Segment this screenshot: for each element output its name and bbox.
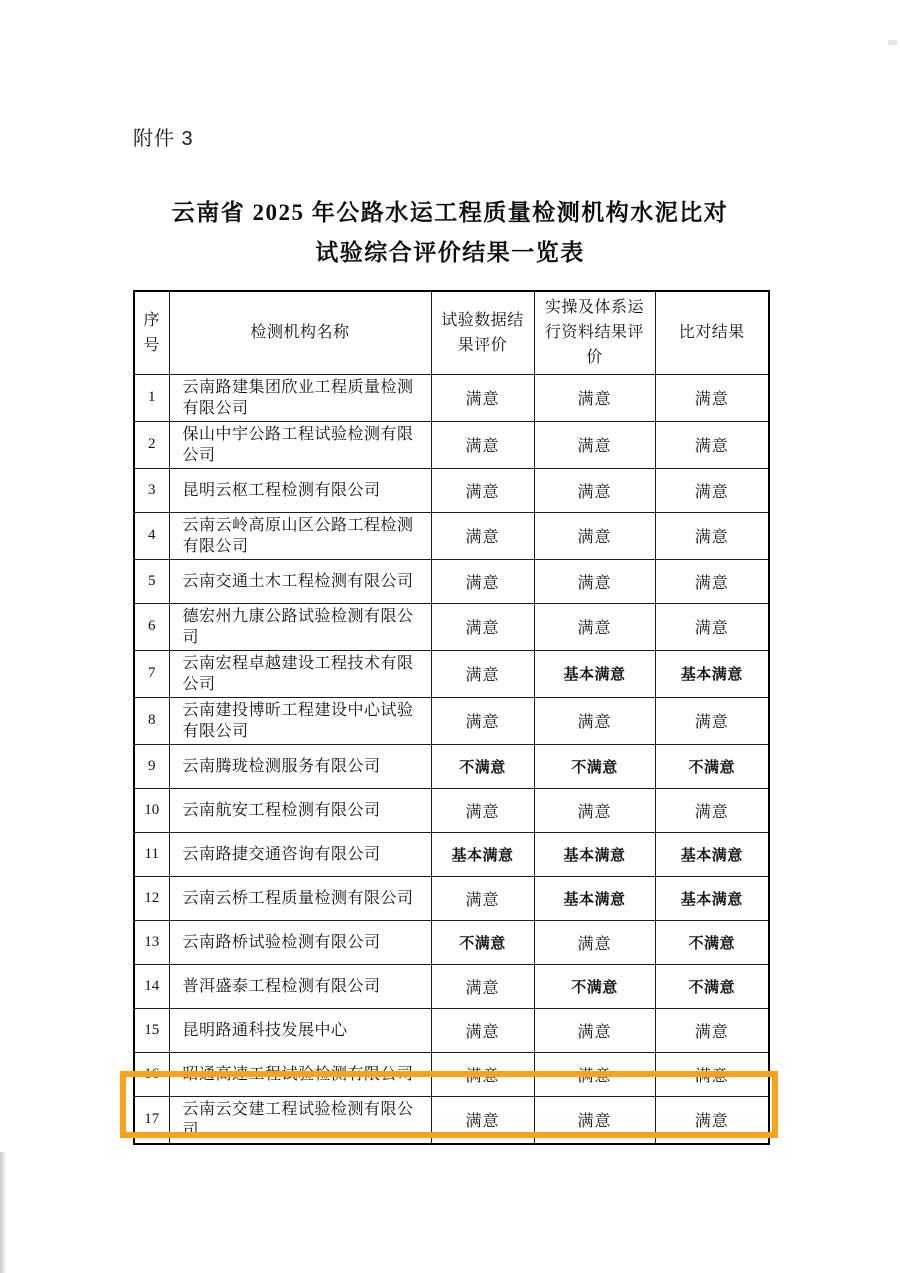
row-number-cell: 5: [134, 559, 169, 603]
operation-system-result-cell: 满意: [534, 559, 655, 603]
test-data-result-cell: 满意: [431, 788, 534, 832]
test-data-result-cell: 满意: [431, 603, 534, 650]
comparison-result-cell: 基本满意: [655, 876, 769, 920]
table-row: [134, 920, 769, 964]
comparison-result-cell: 满意: [655, 603, 769, 650]
row-number-cell: 1: [134, 374, 169, 421]
institution-name-cell: 昆明云枢工程检测有限公司: [169, 468, 431, 512]
table-row: [134, 832, 769, 876]
document-title-line1: 云南省 2025 年公路水运工程质量检测机构水泥比对: [171, 200, 729, 225]
comparison-result-cell: 基本满意: [655, 650, 769, 697]
comparison-result-cell: 满意: [655, 1008, 769, 1052]
institution-name-cell: 云南路建集团欣业工程质量检测有限公司: [169, 374, 431, 421]
institution-name-cell: 云南云岭高原山区公路工程检测有限公司: [169, 512, 431, 559]
row-number-cell: 10: [134, 788, 169, 832]
table-row: [134, 744, 769, 788]
row-number-cell: 6: [134, 603, 169, 650]
test-data-result-cell: 满意: [431, 1008, 534, 1052]
institution-name-cell: 云南云桥工程质量检测有限公司: [169, 876, 431, 920]
table-row: [134, 876, 769, 920]
row-number-cell: 15: [134, 1008, 169, 1052]
attachment-label: 附件 3: [133, 128, 194, 150]
row-number-cell: 16: [134, 1052, 169, 1096]
operation-system-result-cell: 满意: [534, 603, 655, 650]
table-row: [134, 1052, 769, 1096]
operation-system-result-cell: 满意: [534, 421, 655, 468]
test-data-result-cell: 满意: [431, 1096, 534, 1144]
operation-system-result-cell: 基本满意: [534, 876, 655, 920]
test-data-result-cell: 满意: [431, 697, 534, 744]
comparison-result-cell: 满意: [655, 697, 769, 744]
comparison-result-cell: 满意: [655, 374, 769, 421]
header-institution-name: 检测机构名称: [169, 291, 431, 374]
institution-name-cell: 云南路桥试验检测有限公司: [169, 920, 431, 964]
institution-name-cell: 云南路捷交通咨询有限公司: [169, 832, 431, 876]
comparison-result-cell: 满意: [655, 559, 769, 603]
header-operation-system-result: 实操及体系运行资料结果评价: [534, 291, 655, 374]
scan-artifact-left-edge: [0, 1152, 6, 1273]
operation-system-result-cell: 满意: [534, 468, 655, 512]
comparison-result-cell: 满意: [655, 421, 769, 468]
table-row: [134, 697, 769, 744]
row-number-cell: 11: [134, 832, 169, 876]
table-row: [134, 468, 769, 512]
header-comparison-result: 比对结果: [655, 291, 769, 374]
header-test-data-result: 试验数据结果评价: [431, 291, 534, 374]
institution-name-cell: 普洱盛泰工程检测有限公司: [169, 964, 431, 1008]
institution-name-cell: 云南交通土木工程检测有限公司: [169, 559, 431, 603]
operation-system-result-cell: 满意: [534, 1096, 655, 1144]
test-data-result-cell: 基本满意: [431, 832, 534, 876]
institution-name-cell: 云南建投博昕工程建设中心试验有限公司: [169, 697, 431, 744]
institution-name-cell: 云南宏程卓越建设工程技术有限公司: [169, 650, 431, 697]
operation-system-result-cell: 满意: [534, 512, 655, 559]
scan-artifact-mark: [888, 40, 897, 45]
table-row: [134, 788, 769, 832]
table-row: [134, 1008, 769, 1052]
test-data-result-cell: 满意: [431, 468, 534, 512]
institution-name-cell: 昆明路通科技发展中心: [169, 1008, 431, 1052]
comparison-result-cell: 不满意: [655, 964, 769, 1008]
test-data-result-cell: 满意: [431, 1052, 534, 1096]
institution-name-cell: 保山中宇公路工程试验检测有限公司: [169, 421, 431, 468]
test-data-result-cell: 不满意: [431, 744, 534, 788]
table-row: [134, 512, 769, 559]
operation-system-result-cell: 满意: [534, 920, 655, 964]
operation-system-result-cell: 满意: [534, 1052, 655, 1096]
row-number-cell: 9: [134, 744, 169, 788]
comparison-result-cell: 满意: [655, 512, 769, 559]
header-seq-number: 序号: [134, 291, 169, 374]
institution-name-cell: 昭通高速工程试验检测有限公司: [169, 1052, 431, 1096]
row-number-cell: 13: [134, 920, 169, 964]
operation-system-result-cell: 不满意: [534, 964, 655, 1008]
operation-system-result-cell: 满意: [534, 1008, 655, 1052]
comparison-result-cell: 满意: [655, 1052, 769, 1096]
table-row: [134, 1096, 769, 1144]
document-title-line2: 试验综合评价结果一览表: [315, 240, 585, 265]
comparison-result-cell: 不满意: [655, 744, 769, 788]
comparison-result-cell: 满意: [655, 468, 769, 512]
test-data-result-cell: 满意: [431, 559, 534, 603]
test-data-result-cell: 满意: [431, 374, 534, 421]
test-data-result-cell: 满意: [431, 876, 534, 920]
row-number-cell: 17: [134, 1096, 169, 1144]
table-row: [134, 964, 769, 1008]
table-row: [134, 421, 769, 468]
row-number-cell: 14: [134, 964, 169, 1008]
row-number-cell: 3: [134, 468, 169, 512]
operation-system-result-cell: 满意: [534, 374, 655, 421]
comparison-result-cell: 不满意: [655, 920, 769, 964]
table-header-row: [134, 291, 769, 374]
operation-system-result-cell: 基本满意: [534, 832, 655, 876]
test-data-result-cell: 满意: [431, 512, 534, 559]
institution-name-cell: 云南云交建工程试验检测有限公司: [169, 1096, 431, 1144]
row-number-cell: 2: [134, 421, 169, 468]
operation-system-result-cell: 不满意: [534, 744, 655, 788]
institution-name-cell: 云南航安工程检测有限公司: [169, 788, 431, 832]
operation-system-result-cell: 满意: [534, 697, 655, 744]
row-number-cell: 12: [134, 876, 169, 920]
institution-name-cell: 德宏州九康公路试验检测有限公司: [169, 603, 431, 650]
row-number-cell: 8: [134, 697, 169, 744]
comparison-result-cell: 满意: [655, 1096, 769, 1144]
comparison-result-cell: 满意: [655, 788, 769, 832]
table-row: [134, 603, 769, 650]
test-data-result-cell: 满意: [431, 650, 534, 697]
comparison-result-cell: 基本满意: [655, 832, 769, 876]
table-row: [134, 374, 769, 421]
operation-system-result-cell: 基本满意: [534, 650, 655, 697]
table-row: [134, 650, 769, 697]
operation-system-result-cell: 满意: [534, 788, 655, 832]
test-data-result-cell: 不满意: [431, 920, 534, 964]
institution-name-cell: 云南腾珑检测服务有限公司: [169, 744, 431, 788]
row-number-cell: 7: [134, 650, 169, 697]
test-data-result-cell: 满意: [431, 964, 534, 1008]
row-number-cell: 4: [134, 512, 169, 559]
results-table: [133, 290, 770, 1145]
test-data-result-cell: 满意: [431, 421, 534, 468]
table-row: [134, 559, 769, 603]
